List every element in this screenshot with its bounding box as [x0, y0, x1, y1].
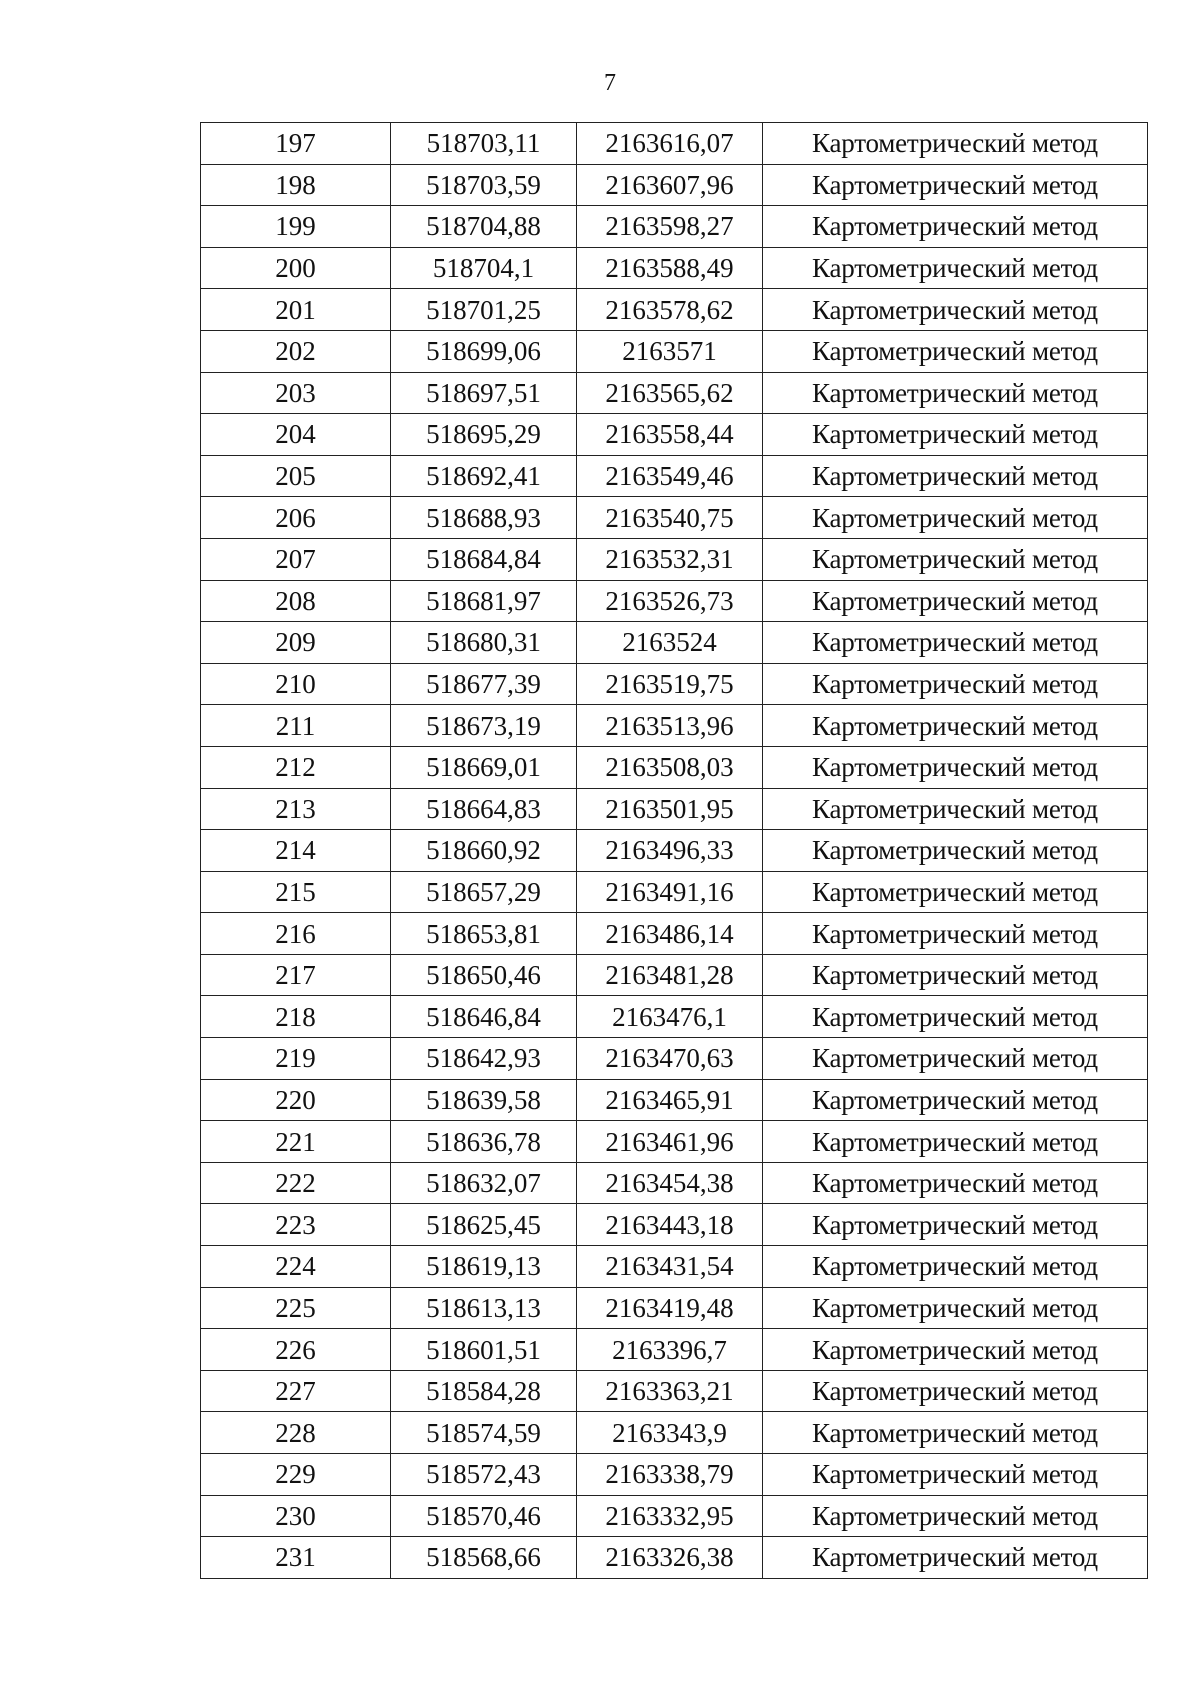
page-number: 7 — [604, 70, 616, 96]
method-cell: Картометрический метод — [763, 580, 1148, 622]
point-number-cell: 197 — [201, 123, 391, 165]
x-coordinate-cell: 518704,88 — [391, 206, 577, 248]
y-coordinate-cell: 2163332,95 — [577, 1495, 763, 1537]
table-row — [201, 996, 1148, 1038]
method-cell: Картометрический метод — [763, 289, 1148, 331]
table-row — [201, 622, 1148, 664]
point-number-cell: 199 — [201, 206, 391, 248]
y-coordinate-cell: 2163443,18 — [577, 1204, 763, 1246]
table-row — [201, 663, 1148, 705]
table-row — [201, 705, 1148, 747]
x-coordinate-cell: 518601,51 — [391, 1329, 577, 1371]
table-row — [201, 580, 1148, 622]
table-row — [201, 788, 1148, 830]
y-coordinate-cell: 2163607,96 — [577, 164, 763, 206]
x-coordinate-cell: 518572,43 — [391, 1454, 577, 1496]
point-number-cell: 205 — [201, 455, 391, 497]
table-row — [201, 1246, 1148, 1288]
y-coordinate-cell: 2163396,7 — [577, 1329, 763, 1371]
table-row — [201, 1204, 1148, 1246]
method-cell: Картометрический метод — [763, 1370, 1148, 1412]
x-coordinate-cell: 518568,66 — [391, 1537, 577, 1579]
point-number-cell: 221 — [201, 1121, 391, 1163]
point-number-cell: 203 — [201, 372, 391, 414]
y-coordinate-cell: 2163470,63 — [577, 1038, 763, 1080]
point-number-cell: 217 — [201, 954, 391, 996]
y-coordinate-cell: 2163481,28 — [577, 954, 763, 996]
y-coordinate-cell: 2163524 — [577, 622, 763, 664]
point-number-cell: 218 — [201, 996, 391, 1038]
x-coordinate-cell: 518584,28 — [391, 1370, 577, 1412]
method-cell: Картометрический метод — [763, 622, 1148, 664]
table-row — [201, 913, 1148, 955]
point-number-cell: 206 — [201, 497, 391, 539]
x-coordinate-cell: 518653,81 — [391, 913, 577, 955]
table-row — [201, 871, 1148, 913]
method-cell: Картометрический метод — [763, 372, 1148, 414]
x-coordinate-cell: 518703,11 — [391, 123, 577, 165]
method-cell: Картометрический метод — [763, 1162, 1148, 1204]
point-number-cell: 226 — [201, 1329, 391, 1371]
method-cell: Картометрический метод — [763, 1079, 1148, 1121]
y-coordinate-cell: 2163549,46 — [577, 455, 763, 497]
x-coordinate-cell: 518639,58 — [391, 1079, 577, 1121]
point-number-cell: 214 — [201, 830, 391, 872]
method-cell: Картометрический метод — [763, 1038, 1148, 1080]
y-coordinate-cell: 2163501,95 — [577, 788, 763, 830]
method-cell: Картометрический метод — [763, 538, 1148, 580]
y-coordinate-cell: 2163598,27 — [577, 206, 763, 248]
table-row — [201, 247, 1148, 289]
x-coordinate-cell: 518692,41 — [391, 455, 577, 497]
table-row — [201, 497, 1148, 539]
point-number-cell: 202 — [201, 330, 391, 372]
y-coordinate-cell: 2163571 — [577, 330, 763, 372]
x-coordinate-cell: 518646,84 — [391, 996, 577, 1038]
y-coordinate-cell: 2163454,38 — [577, 1162, 763, 1204]
y-coordinate-cell: 2163558,44 — [577, 414, 763, 456]
y-coordinate-cell: 2163465,91 — [577, 1079, 763, 1121]
x-coordinate-cell: 518688,93 — [391, 497, 577, 539]
table-row — [201, 1412, 1148, 1454]
point-number-cell: 230 — [201, 1495, 391, 1537]
y-coordinate-cell: 2163343,9 — [577, 1412, 763, 1454]
table-row — [201, 123, 1148, 165]
point-number-cell: 219 — [201, 1038, 391, 1080]
method-cell: Картометрический метод — [763, 1537, 1148, 1579]
y-coordinate-cell: 2163326,38 — [577, 1537, 763, 1579]
table-row — [201, 289, 1148, 331]
table-row — [201, 414, 1148, 456]
method-cell: Картометрический метод — [763, 871, 1148, 913]
table-row — [201, 1370, 1148, 1412]
point-number-cell: 228 — [201, 1412, 391, 1454]
point-number-cell: 220 — [201, 1079, 391, 1121]
y-coordinate-cell: 2163419,48 — [577, 1287, 763, 1329]
method-cell: Картометрический метод — [763, 123, 1148, 165]
point-number-cell: 204 — [201, 414, 391, 456]
point-number-cell: 198 — [201, 164, 391, 206]
point-number-cell: 216 — [201, 913, 391, 955]
method-cell: Картометрический метод — [763, 1454, 1148, 1496]
table-row — [201, 1495, 1148, 1537]
method-cell: Картометрический метод — [763, 788, 1148, 830]
point-number-cell: 208 — [201, 580, 391, 622]
x-coordinate-cell: 518697,51 — [391, 372, 577, 414]
table-row — [201, 1162, 1148, 1204]
method-cell: Картометрический метод — [763, 663, 1148, 705]
point-number-cell: 215 — [201, 871, 391, 913]
point-number-cell: 211 — [201, 705, 391, 747]
point-number-cell: 212 — [201, 746, 391, 788]
point-number-cell: 213 — [201, 788, 391, 830]
table-row — [201, 455, 1148, 497]
x-coordinate-cell: 518704,1 — [391, 247, 577, 289]
method-cell: Картометрический метод — [763, 1121, 1148, 1163]
y-coordinate-cell: 2163532,31 — [577, 538, 763, 580]
method-cell: Картометрический метод — [763, 330, 1148, 372]
y-coordinate-cell: 2163461,96 — [577, 1121, 763, 1163]
y-coordinate-cell: 2163491,16 — [577, 871, 763, 913]
method-cell: Картометрический метод — [763, 913, 1148, 955]
method-cell: Картометрический метод — [763, 1329, 1148, 1371]
table-row — [201, 1079, 1148, 1121]
y-coordinate-cell: 2163338,79 — [577, 1454, 763, 1496]
point-number-cell: 231 — [201, 1537, 391, 1579]
y-coordinate-cell: 2163519,75 — [577, 663, 763, 705]
x-coordinate-cell: 518642,93 — [391, 1038, 577, 1080]
y-coordinate-cell: 2163476,1 — [577, 996, 763, 1038]
method-cell: Картометрический метод — [763, 414, 1148, 456]
point-number-cell: 222 — [201, 1162, 391, 1204]
table-row — [201, 330, 1148, 372]
table-row — [201, 1329, 1148, 1371]
x-coordinate-cell: 518664,83 — [391, 788, 577, 830]
method-cell: Картометрический метод — [763, 497, 1148, 539]
y-coordinate-cell: 2163588,49 — [577, 247, 763, 289]
method-cell: Картометрический метод — [763, 455, 1148, 497]
method-cell: Картометрический метод — [763, 1204, 1148, 1246]
y-coordinate-cell: 2163565,62 — [577, 372, 763, 414]
x-coordinate-cell: 518650,46 — [391, 954, 577, 996]
table-row — [201, 538, 1148, 580]
x-coordinate-cell: 518574,59 — [391, 1412, 577, 1454]
point-number-cell: 209 — [201, 622, 391, 664]
method-cell: Картометрический метод — [763, 996, 1148, 1038]
method-cell: Картометрический метод — [763, 830, 1148, 872]
x-coordinate-cell: 518613,13 — [391, 1287, 577, 1329]
table-row — [201, 1038, 1148, 1080]
method-cell: Картометрический метод — [763, 1495, 1148, 1537]
y-coordinate-cell: 2163431,54 — [577, 1246, 763, 1288]
table-row — [201, 746, 1148, 788]
method-cell: Картометрический метод — [763, 206, 1148, 248]
point-number-cell: 207 — [201, 538, 391, 580]
coordinates-table-body — [201, 123, 1148, 1579]
method-cell: Картометрический метод — [763, 1287, 1148, 1329]
point-number-cell: 210 — [201, 663, 391, 705]
x-coordinate-cell: 518625,45 — [391, 1204, 577, 1246]
method-cell: Картометрический метод — [763, 1246, 1148, 1288]
method-cell: Картометрический метод — [763, 705, 1148, 747]
method-cell: Картометрический метод — [763, 247, 1148, 289]
x-coordinate-cell: 518673,19 — [391, 705, 577, 747]
table-row — [201, 954, 1148, 996]
y-coordinate-cell: 2163578,62 — [577, 289, 763, 331]
point-number-cell: 224 — [201, 1246, 391, 1288]
y-coordinate-cell: 2163616,07 — [577, 123, 763, 165]
x-coordinate-cell: 518699,06 — [391, 330, 577, 372]
point-number-cell: 200 — [201, 247, 391, 289]
x-coordinate-cell: 518636,78 — [391, 1121, 577, 1163]
x-coordinate-cell: 518684,84 — [391, 538, 577, 580]
x-coordinate-cell: 518657,29 — [391, 871, 577, 913]
y-coordinate-cell: 2163363,21 — [577, 1370, 763, 1412]
x-coordinate-cell: 518619,13 — [391, 1246, 577, 1288]
point-number-cell: 201 — [201, 289, 391, 331]
y-coordinate-cell: 2163526,73 — [577, 580, 763, 622]
point-number-cell: 225 — [201, 1287, 391, 1329]
x-coordinate-cell: 518570,46 — [391, 1495, 577, 1537]
x-coordinate-cell: 518680,31 — [391, 622, 577, 664]
point-number-cell: 227 — [201, 1370, 391, 1412]
x-coordinate-cell: 518703,59 — [391, 164, 577, 206]
y-coordinate-cell: 2163486,14 — [577, 913, 763, 955]
y-coordinate-cell: 2163496,33 — [577, 830, 763, 872]
x-coordinate-cell: 518681,97 — [391, 580, 577, 622]
table-row — [201, 372, 1148, 414]
table-row — [201, 1121, 1148, 1163]
x-coordinate-cell: 518669,01 — [391, 746, 577, 788]
table-row — [201, 1287, 1148, 1329]
method-cell: Картометрический метод — [763, 164, 1148, 206]
table-row — [201, 164, 1148, 206]
x-coordinate-cell: 518695,29 — [391, 414, 577, 456]
y-coordinate-cell: 2163540,75 — [577, 497, 763, 539]
table-row — [201, 1537, 1148, 1579]
x-coordinate-cell: 518677,39 — [391, 663, 577, 705]
method-cell: Картометрический метод — [763, 954, 1148, 996]
method-cell: Картометрический метод — [763, 1412, 1148, 1454]
x-coordinate-cell: 518660,92 — [391, 830, 577, 872]
x-coordinate-cell: 518632,07 — [391, 1162, 577, 1204]
point-number-cell: 223 — [201, 1204, 391, 1246]
y-coordinate-cell: 2163508,03 — [577, 746, 763, 788]
point-number-cell: 229 — [201, 1454, 391, 1496]
coordinates-table — [200, 122, 1148, 1579]
table-row — [201, 206, 1148, 248]
table-row — [201, 1454, 1148, 1496]
y-coordinate-cell: 2163513,96 — [577, 705, 763, 747]
method-cell: Картометрический метод — [763, 746, 1148, 788]
table-row — [201, 830, 1148, 872]
x-coordinate-cell: 518701,25 — [391, 289, 577, 331]
